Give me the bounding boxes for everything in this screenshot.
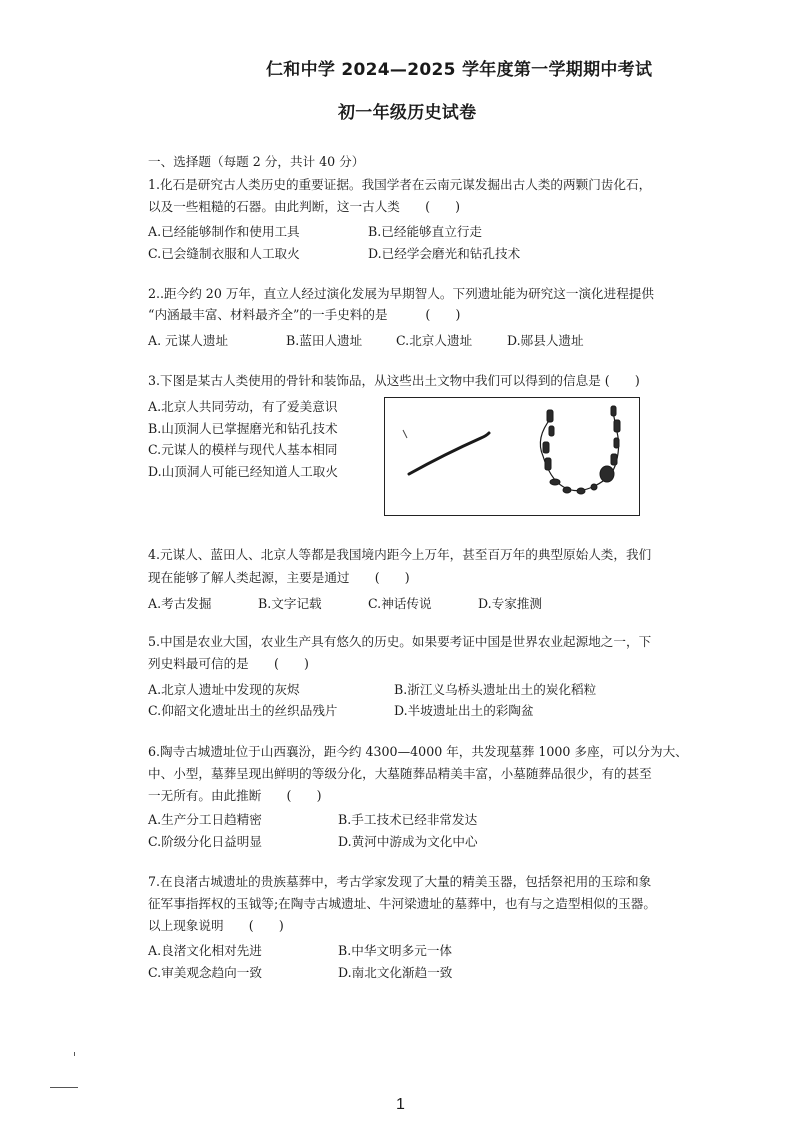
- exam-title: 仁和中学 2024—2025 学年度第一学期期中考试: [266, 60, 653, 80]
- q4-stem-line-2: 现在能够了解人类起源，主要是通过 ( ): [148, 570, 410, 585]
- q6-option-d: D.黄河中游成为文化中心: [338, 834, 478, 849]
- q7-stem-line-1: 7.在良渚古城遗址的贵族墓葬中，考古学家发现了大量的精美玉器，包括祭祀用的玉琮和象: [148, 874, 652, 889]
- scan-line: [50, 1087, 78, 1088]
- q6-stem-line-3: 一无所有。由此推断 ( ): [148, 788, 322, 803]
- q6-option-c: C.阶级分化日益明显: [148, 834, 262, 849]
- q6-stem-line-1: 6.陶寺古城遗址位于山西襄汾，距今约 4300—4000 年，共发现墓葬 1000 多座，可以分为大、: [148, 744, 688, 759]
- q1-stem-line-1: 1.化石是研究古人类历史的重要证据。我国学者在云南元谋发掘出古人类的两颗门齿化石，: [148, 177, 652, 192]
- q3-option-b: B.山顶洞人已掌握磨光和钻孔技术: [148, 421, 338, 436]
- q1-option-d: D.已经学会磨光和钻孔技术: [368, 246, 521, 261]
- q2-option-a: A. 元谋人遗址: [148, 333, 229, 348]
- q2-option-d: D.郧县人遗址: [507, 333, 584, 348]
- q7-option-b: B.中华文明多元一体: [338, 943, 453, 958]
- q3-option-a: A.北京人共同劳动，有了爱美意识: [148, 399, 338, 414]
- q6-stem-line-2: 中、小型，墓葬呈现出鲜明的等级分化，大墓随葬品精美丰富，小墓随葬品很少，有的甚至: [148, 766, 652, 781]
- q3-option-c: C.元谋人的模样与现代人基本相同: [148, 442, 338, 457]
- q5-option-c: C.仰韶文化遗址出土的丝织品残片: [148, 703, 338, 718]
- q4-option-a: A.考古发掘: [148, 596, 212, 611]
- q1-option-a: A.已经能够制作和使用工具: [148, 224, 300, 239]
- q6-option-a: A.生产分工日趋精密: [148, 812, 262, 827]
- q5-option-b: B.浙江义乌桥头遗址出土的炭化稻粒: [394, 682, 597, 697]
- necklace-icon: [540, 406, 620, 494]
- bone-needle-icon: [409, 433, 489, 474]
- q2-option-c: C.北京人遗址: [396, 333, 473, 348]
- q4-option-d: D.专家推测: [478, 596, 543, 611]
- q4-option-b: B.文字记载: [258, 596, 322, 611]
- q7-option-d: D.南北文化渐趋一致: [338, 965, 453, 980]
- q1-option-c: C.已会缝制衣服和人工取火: [148, 246, 300, 261]
- section-heading: 一、选择题（每题 2 分，共计 40 分）: [148, 154, 365, 169]
- q4-stem-line-1: 4.元谋人、蓝田人、北京人等都是我国境内距今上万年，甚至百万年的典型原始人类，我们: [148, 547, 652, 562]
- q7-stem-line-2: 征军事指挥权的玉钺等;在陶寺古城遗址、牛河梁遗址的墓葬中，也有与之造型相似的玉器。: [148, 896, 656, 911]
- q5-stem-line-1: 5.中国是农业大国，农业生产具有悠久的历史。如果要考证中国是世界农业起源地之一，下: [148, 634, 652, 649]
- q2-stem-line-1: 2..距今约 20 万年，直立人经过演化发展为早期智人。下列遗址能为研究这一演化进程提供: [148, 286, 655, 301]
- page-number: 1: [396, 1096, 405, 1113]
- q2-stem-line-2: “内涵最丰富、材料最齐全”的一手史料的是 ( ): [148, 307, 461, 322]
- exam-subtitle: 初一年级历史试卷: [338, 103, 477, 123]
- q1-stem-line-2: 以及一些粗糙的石器。由此判断，这一古人类 ( ): [148, 199, 461, 214]
- scan-mark: [74, 1052, 75, 1056]
- q3-artifact-figure: [384, 397, 640, 516]
- q5-stem-line-2: 列史料最可信的是 ( ): [148, 656, 309, 671]
- bone-needle-and-necklace-image: [385, 398, 638, 514]
- q7-option-c: C.审美观念趋向一致: [148, 965, 262, 980]
- q5-option-a: A.北京人遗址中发现的灰烬: [148, 682, 300, 697]
- q7-option-a: A.良渚文化相对先进: [148, 943, 262, 958]
- q4-option-c: C.神话传说: [368, 596, 432, 611]
- q3-option-d: D.山顶洞人可能已经知道人工取火: [148, 464, 338, 479]
- q7-stem-line-3: 以上现象说明 ( ): [148, 918, 284, 933]
- q6-option-b: B.手工技术已经非常发达: [338, 812, 478, 827]
- q1-option-b: B.已经能够直立行走: [368, 224, 483, 239]
- q2-option-b: B.蓝田人遗址: [286, 333, 363, 348]
- q3-stem: 3.下图是某古人类使用的骨针和装饰品，从这些出土文物中我们可以得到的信息是 ( ): [148, 373, 640, 388]
- q5-option-d: D.半坡遗址出土的彩陶盆: [394, 703, 534, 718]
